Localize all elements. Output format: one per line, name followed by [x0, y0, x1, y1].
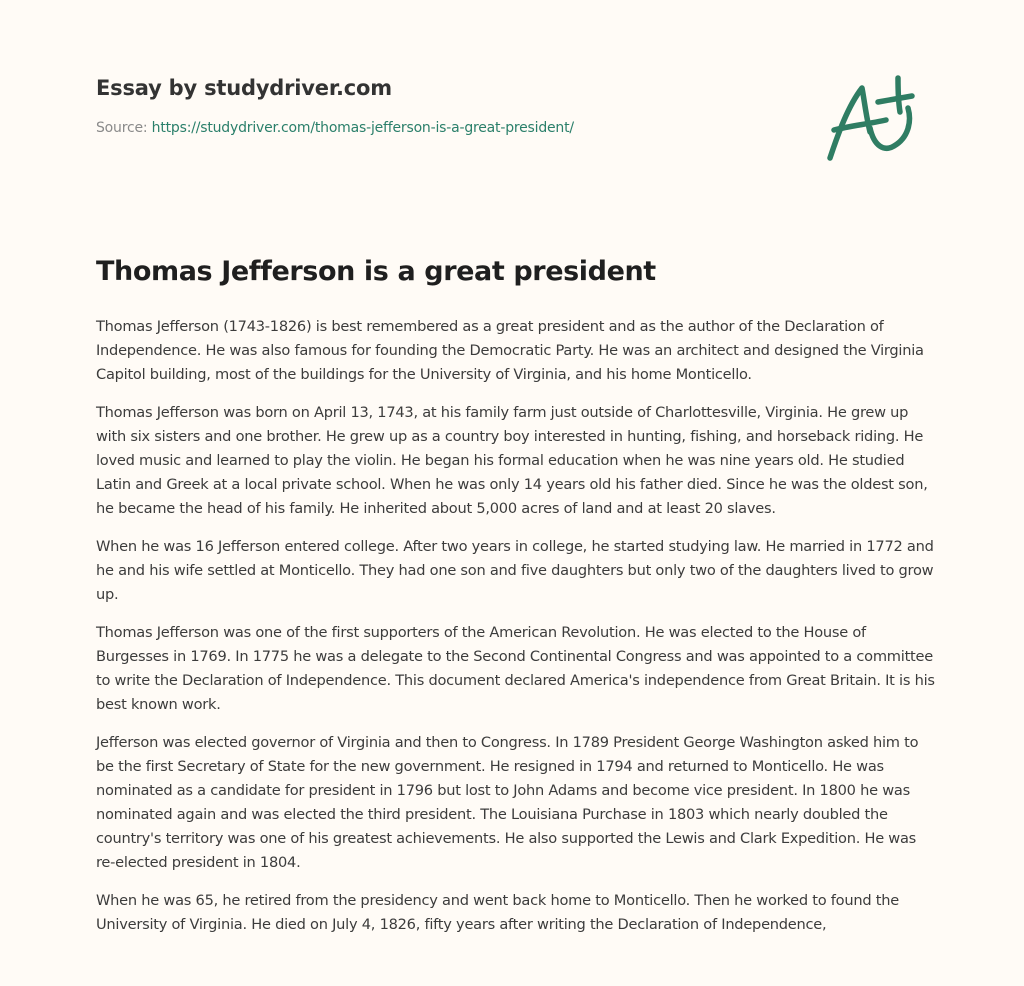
article-title: Thomas Jefferson is a great president	[96, 256, 656, 287]
article-body	[96, 315, 936, 951]
source-line	[96, 120, 796, 136]
page-header	[96, 76, 796, 136]
site-title: Essay by studydriver.com	[96, 76, 392, 100]
article-paragraph: Jefferson was elected governor of Virginia and then to Congress. In 1789 President George Washington asked him to be the first Secretary of State for the new government. He resigned in 1794 and returned to Monticello. He was nominated as a candidate for president in 1796 but lost to John Adams and become vice president. In 1800 he was nominated again and was elected the third president. The Louisiana Purchase in 1803 which nearly doubled the country's territory was one of his greatest achievements. He also supported the Lewis and Clark Expedition. He was re-elected president in 1804.	[96, 734, 919, 871]
source-label: Source:	[96, 120, 148, 136]
article-paragraph: Thomas Jefferson (1743-1826) is best remembered as a great president and as the author of the Declaration of Independence. He was also famous for founding the Democratic Party. He was an architect and designed the Virginia Capitol building, most of the buildings for the University of Virginia, and his home Monticello.	[96, 318, 924, 383]
article-paragraph: When he was 65, he retired from the presidency and went back home to Monticello. Then he worked to found the University of Virginia. He died on July 4, 1826, fifty years after writing the Declaration of Independence,	[96, 892, 899, 933]
source-link[interactable]: https://studydriver.com/thomas-jefferson-is-a-great-president/	[151, 120, 574, 136]
a-plus-grade-icon	[820, 66, 930, 166]
article-paragraph: When he was 16 Jefferson entered college. After two years in college, he started studying law. He married in 1772 and he and his wife settled at Monticello. They had one son and five daughters but only two of the daughters lived to grow up.	[96, 538, 934, 603]
article-paragraph: Thomas Jefferson was one of the first supporters of the American Revolution. He was elected to the House of Burgesses in 1769. In 1775 he was a delegate to the Second Continental Congress and was appointed to a committee to write the Declaration of Independence. This document declared America's independence from Great Britain. It is his best known work.	[96, 624, 935, 713]
article-paragraph: Thomas Jefferson was born on April 13, 1743, at his family farm just outside of Charlottesville, Virginia. He grew up with six sisters and one brother. He grew up as a country boy interested in hunting, fishing, and horseback riding. He loved music and learned to play the violin. He began his formal education when he was nine years old. He studied Latin and Greek at a local private school. When he was only 14 years old his father died. Since he was the oldest son, he became the head of his family. He inherited about 5,000 acres of land and at least 20 slaves.	[96, 404, 928, 517]
